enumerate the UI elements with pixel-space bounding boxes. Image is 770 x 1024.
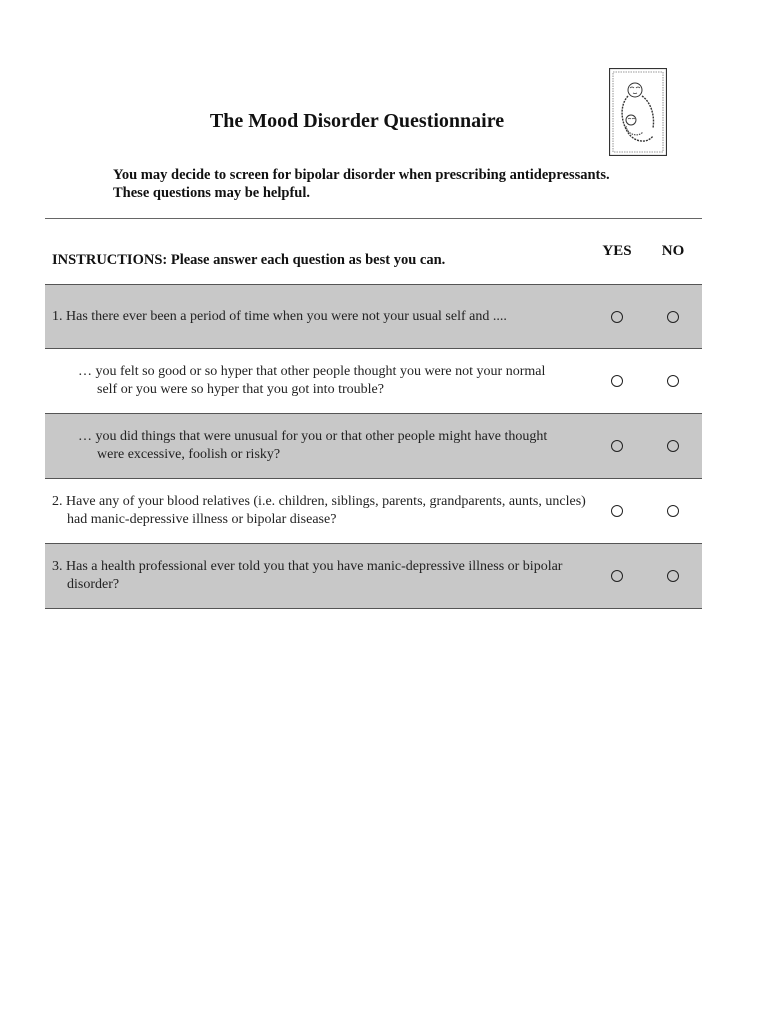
no-radio-icon[interactable] (667, 505, 679, 517)
question-text: … you felt so good or so hyper that other people thought you were not your normal self or you were so hyper that you got into trouble? (78, 364, 546, 397)
question-row (45, 414, 702, 479)
yes-radio-icon[interactable] (611, 505, 623, 517)
questions-table (45, 284, 702, 609)
intro-text (113, 166, 610, 202)
intro-line-2: These questions may be helpful. (113, 185, 310, 201)
yes-radio-icon[interactable] (611, 570, 623, 582)
intro-line-1: You may decide to screen for bipolar disorder when prescribing antidepressants. (113, 167, 610, 183)
no-radio-icon[interactable] (667, 570, 679, 582)
document-title: The Mood Disorder Questionnaire (209, 110, 505, 132)
yes-column-header: YES (602, 243, 632, 259)
yes-radio-icon[interactable] (611, 375, 623, 387)
yes-radio-icon[interactable] (611, 440, 623, 452)
mother-and-child-logo-icon (609, 68, 667, 156)
no-radio-icon[interactable] (667, 311, 679, 323)
divider (45, 218, 702, 219)
question-row (45, 284, 702, 349)
question-text: 2. Have any of your blood relatives (i.e. children, siblings, parents, grandparents, aunts, uncles) had manic-depressive illness or bipolar disease? (52, 494, 586, 527)
no-radio-icon[interactable] (667, 440, 679, 452)
question-row (45, 479, 702, 544)
question-text: … you did things that were unusual for you or that other people might have thought were excessive, foolish or risky? (78, 429, 548, 462)
no-column-header: NO (661, 243, 685, 259)
yes-radio-icon[interactable] (611, 311, 623, 323)
question-text: 1. Has there ever been a period of time when you were not your usual self and .... (52, 308, 507, 324)
question-row (45, 544, 702, 609)
no-radio-icon[interactable] (667, 375, 679, 387)
question-row (45, 349, 702, 414)
question-text: 3. Has a health professional ever told you that you have manic-depressive illness or bipolar disorder? (52, 559, 563, 592)
instructions-text: INSTRUCTIONS: Please answer each question as best you can. (52, 252, 446, 268)
